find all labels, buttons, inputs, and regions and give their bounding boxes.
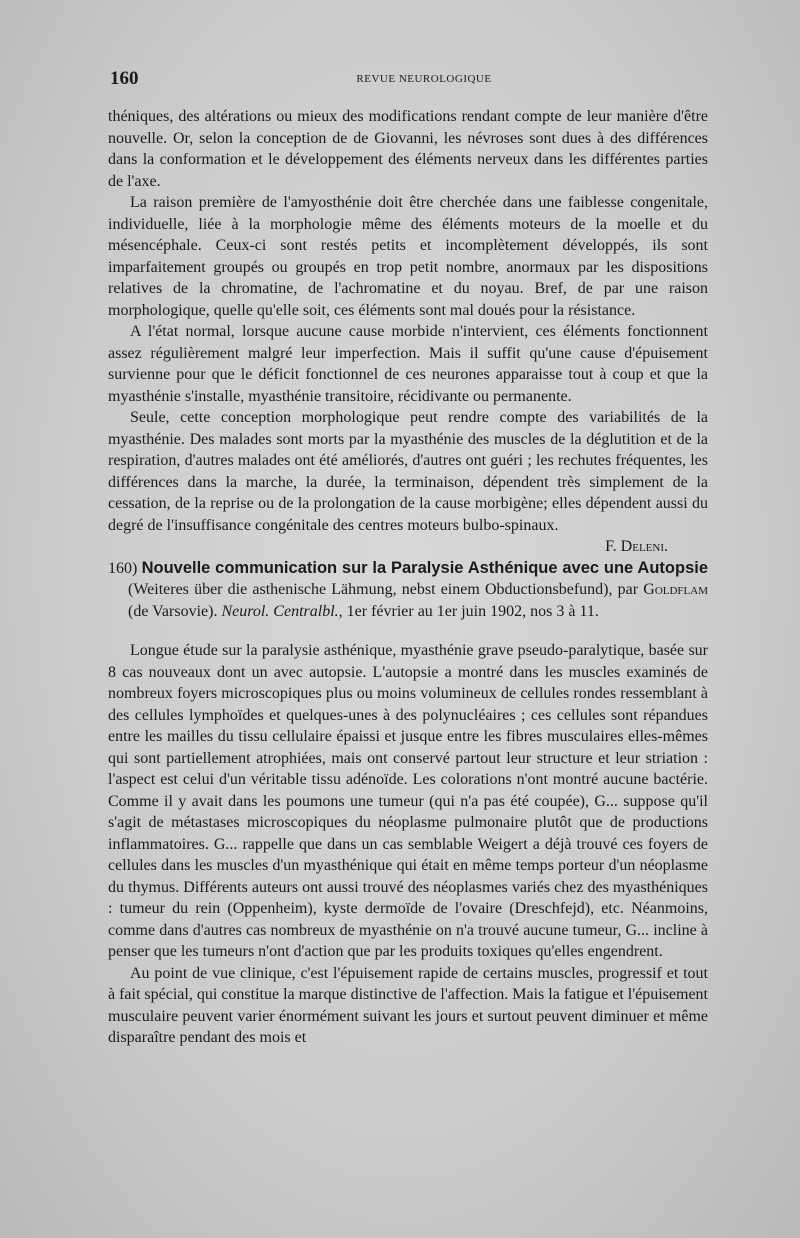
- paragraph: Au point de vue clinique, c'est l'épuisement rapide de certains muscles, progressif et tout à fait spécial, qui constitue la marque distinctive de l'affection. Mais la fatigue et l'épuisement musculaire peuvent varier énormément suivant les jours et surtout peuvent diminuer et même disparaître pendant des mois et: [108, 964, 708, 1046]
- signature: F. Deleni.: [605, 538, 668, 555]
- signature-line: [108, 536, 708, 558]
- running-head: REVUE NEUROLOGIQUE: [356, 73, 492, 85]
- page-body: [108, 106, 708, 1049]
- article-title: Nouvelle communication sur la Paralysie Asthénique avec une Autopsie: [141, 558, 709, 577]
- paragraph: Longue étude sur la paralysie asthénique, myasthénie grave pseudo-paralytique, basée sur 8 cas nouveaux dont un avec autopsie. L'autopsie a montré dans les muscles examinés de nombreux foyers microscopiques plus ou moins volumineux de cellules rondes ressemblant à des cellules lymphoïdes et quelques-unes à des polynucléaires ; ces cellules sont répandues entre les mailles du tissu cellulaire épaissi et jusque entre les fibres musculaires elles-mêmes qui sont partiellement atrophiées, mais ont conservé partout leur structure et leur striation : l'aspect est celui d'un véritable tissu adénoïde. Les colorations n'ont montré aucune bactérie. Comme il y avait dans les poumons une tumeur (qui n'a pas été coupée), G... suppose qu'il s'agit de métastases microscopiques du néoplasme pulmonaire plutôt que de productions inflammatoires. G... rappelle que dans un cas semblable Weigert a déjà trouvé ces foyers de cellules dans les muscles d'un myasthénique qui était en même temps porteur d'un néoplasme du thymus. Différents auteurs ont aussi trouvé des néoplasmes variés chez des myasthéniques : tumeur du rein (Oppenheim), kyste dermoïde de l'ovaire (Dreschfejd), etc. Néanmoins, comme dans d'autres cas nombreux de myasthénie on n'a trouvé aucune tumeur, G... incline à penser que les tumeurs n'ont d'action que par les produits toxiques qu'elles engendrent.: [108, 642, 708, 960]
- page-number: 160: [110, 68, 139, 89]
- article-number: 160): [108, 559, 138, 577]
- page-header: [110, 68, 710, 94]
- article-original-title: (Weiteres über die asthenische Lähmung, nebst einem Obductionsbefund), par: [128, 581, 639, 598]
- paragraph: théniques, des altérations ou mieux des modifications rendant compte de leur manière d'être nouvelle. Or, selon la conception de de Giovanni, les névroses sont dues à des différences dans la conformation et le développement des éléments nerveux dans les différentes parties de l'axe.: [108, 108, 708, 190]
- paragraph: A l'état normal, lorsque aucune cause morbide n'intervient, ces éléments fonctionnent assez régulièrement malgré leur imperfection. Mais il suffit qu'une cause d'épuisement survienne pour que le déficit fonctionnel de ces neurones apparaisse tout à coup et que la myasthénie s'installe, myasthénie transitoire, récidivante ou permanente.: [108, 323, 708, 405]
- article-author-place: (de Varsovie).: [128, 602, 218, 620]
- article-heading: [108, 558, 708, 623]
- paragraph: La raison première de l'amyosthénie doit être cherchée dans une faiblesse congenitale, individuelle, liée à la morphologie même des éléments moteurs de la moelle et du mésencéphale. Ceux-ci sont restés petits et incomplètement développés, ils sont imparfaitement groupés ou groupés en trop petit nombre, anormaux par les dispositions relatives de la chromatine, de l'achromatine et du noyau. Bref, de par une raison morphologique, quelle qu'elle soit, ces éléments sont mal doués pour la résistance.: [108, 194, 708, 319]
- paragraph: Seule, cette conception morphologique peut rendre compte des variabilités de la myasthénie. Des malades sont morts par la myasthénie des muscles de la déglutition et de la respiration, d'autres malades ont été améliorés, d'autres ont guéri ; les rechutes fréquentes, les différences dans la marche, la durée, la terminaison, dépendent très simplement de la cessation, de la reprise ou de la prolongation de la cause morbigène; elles dépendent aussi du degré de l'insuffisance congénitale des centres moteurs bulbo-spinaux.: [108, 409, 708, 534]
- article-journal: Neurol. Centralbl.,: [221, 602, 343, 620]
- article-date: 1er février au 1er juin 1902, nos 3 à 11.: [346, 602, 599, 620]
- article-author: Goldflam: [643, 581, 708, 598]
